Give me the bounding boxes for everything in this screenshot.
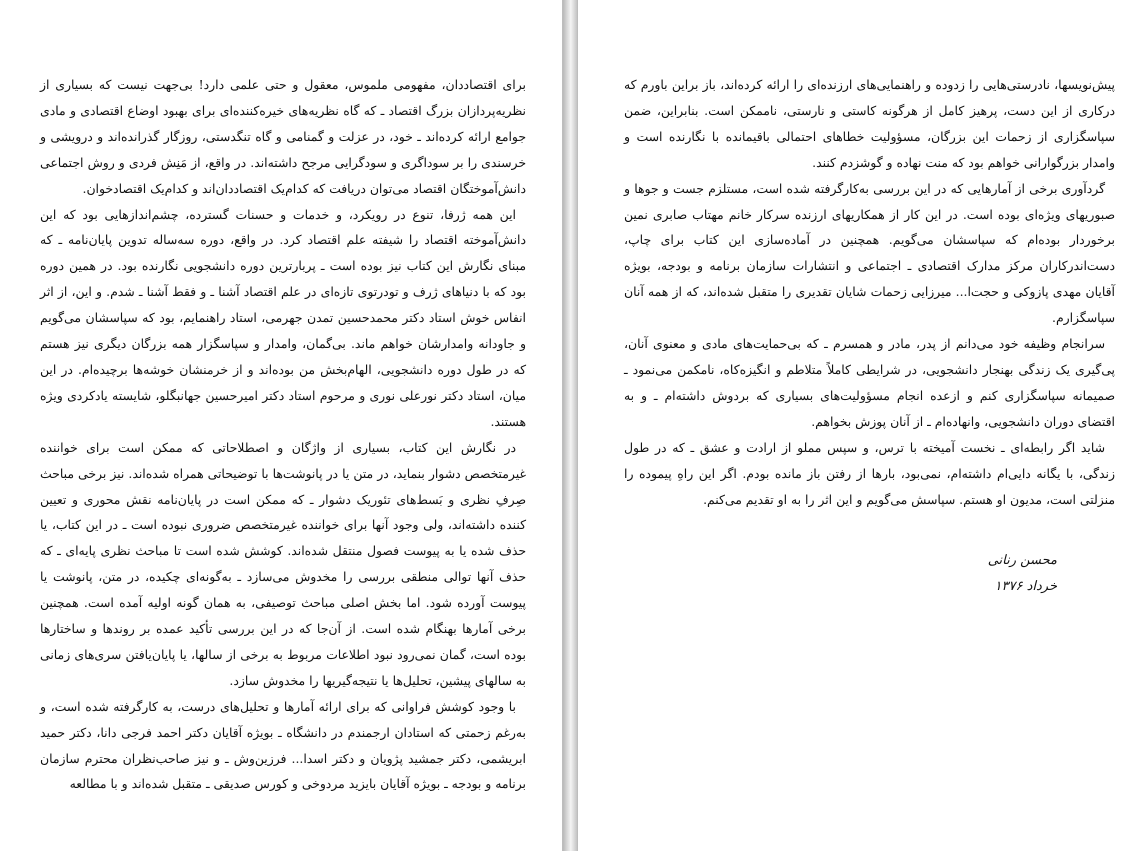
signature-date: خرداد ۱۳۷۶ bbox=[994, 579, 1057, 595]
left-page bbox=[0, 0, 563, 851]
paragraph: شاید اگر رابطه‌ای ـ نخست آمیخته با ترس، و سپس مملو از ارادت و عشق ـ که در طول زندگی، با یگانه دایی‌ام داشته‌ام، نمی‌بود، بارها از رفتن باز مانده بودم. اگر این راهِ پیموده را منزلتی است، مدیون او هستم. سپاسش می‌گویم و این اثر را به او تقدیم می‌کنم. bbox=[624, 439, 1115, 507]
author-name: محسن رنانی bbox=[987, 553, 1057, 569]
paragraph: سرانجام وظیفه خود می‌دانم از پدر، مادر و همسرم ـ که بی‌حمایت‌های مادی و معنوی آنان، پی‌گیری یک زندگی بهنجار دانشجویی، در شرایطی کاملاً متلاطم و انگیزه‌کاه، نامکمن می‌نمود ـ صمیمانه سپاسگزاری کنم و ازعده انجام مسؤولیت‌های بسیاری که بردوش داشته‌ام ـ و به اقتضای دوران دانشجویی، وانهاده‌ام ـ از آنان پوزش بخواهم. bbox=[624, 336, 1115, 429]
signature-block bbox=[624, 548, 1115, 600]
right-page bbox=[577, 0, 1141, 851]
paragraph: با وجود کوشش فراوانی که برای ارائه آمارها و تحلیل‌های درست، به کارگرفته شده است، و به‌رغم زحمتی که استادان ارجمندم در دانشگاه ـ بویژه آقایان دکتر احمد فرجی دانا، دکتر حمید ابریشمی، دکتر جمشید پژویان و دکتر اسدا... فرزین‌وش ـ و نیز صاحب‌نظران محترم سازمان برنامه و بودجه ـ بویژه آقایان بایزید مردوخی و کورس صدیقی ـ متقبل شده‌اند و با مطالعه bbox=[40, 698, 526, 792]
paragraph: گردآوری برخی از آمارهایی که در این بررسی به‌کارگرفته شده است، مستلزم جست و جوها و صبوریهای ویژه‌ای بوده است. در این کار از همکاریهای ارزنده سرکار خانم مهتاب صابری نمین برخوردار بوده‌ام که سپاسشان می‌گویم. همچنین در آماده‌سازی این کتاب برای چاپ، دست‌اندرکاران مرکز مدارک اقتصادی ـ اجتماعی و انتشارات سازمان برنامه و بودجه، بویژه آقایان مهدی پازوکی و حجت‌ا... میرزایی زحمات شایان تقدیری را متقبل شده‌اند، که از همه آنان سپاسگزارم. bbox=[624, 180, 1115, 326]
paragraph: برای اقتصاددان، مفهومی ملموس، معقول و حتی علمی دارد! بی‌جهت نیست که بسیاری از نظریه‌پردازان بزرگ اقتصاد ـ که گاه نظریه‌های خیره‌کننده‌ای برای بهبود اوضاع اقتصادی و مادی جوامع ارائه کرده‌اند ـ خود، در عزلت و گمنامی و گاه تنگدستی، روزگار گذرانده‌اند و درویشی و خرسندی را بر سوداگری و سودگرایی مرجح داشته‌اند. در واقع، از مَنِش فردی و روش اجتماعی دانش‌آموختگان اقتصاد می‌توان دریافت که کدام‌یک اقتصاددان‌اند و کدام‌یک اقتصادخوان. bbox=[40, 77, 526, 196]
book-gutter bbox=[563, 0, 577, 851]
paragraph: این همه ژرفا، تنوع در رویکرد، و خدمات و حسنات گسترده، چشم‌اندازهایی بود که این دانش‌آموخته اقتصاد را شیفته علم اقتصاد کرد. در واقع، دوره سه‌ساله تدوین پایان‌نامه ـ که مبنای نگارش این کتاب نیز بوده است ـ پربارترین دوره دانشجویی نگارنده بود. در همین دوره بود که با دنیاهای ژرف و تودرتوی تازه‌ای در علم اقتصاد آشنا ـ و فقط آشنا ـ شدم. و این، از اثر انفاس خوش استاد دکتر محمدحسین تمدن جهرمی، استاد راهنمایم، بود که سپاسشان می‌گویم و جاودانه وامدارشان خواهم ماند. بی‌گمان، وامدار و سپاسگزار همه بزرگان دیگری نیز هستم که در طول دوره دانشجویی، الهام‌بخش من بوده‌اند و از خرمنشان خوشه‌ها برچیده‌ام. در این میان، استاد دکتر نورعلی نوری و مرحوم استاد دکتر امیرحسین جهانبگلو، شایسته یادکردی ویژه هستند. bbox=[40, 206, 526, 429]
paragraph: در نگارش این کتاب، بسیاری از واژگان و اصطلاحاتی که ممکن است برای خواننده غیرمتخصص دشوار بنماید، در متن یا در پانوشت‌ها با توضیحاتی همراه شده‌اند. نیز برخی مباحث صِرفِ نظری و بَسط‌های تئوریک دشوار ـ که ممکن است در پایان‌نامه نقش محوری و تعیین کننده داشته‌اند، ولی وجود آنها برای خواننده غیرمتخصص ضروری نبوده است ـ در این کتاب، یا حذف شده یا به پیوست فصول منتقل شده‌اند. کوشش شده است تا مباحث نظری پایه‌ای ـ که حذف آنها توالی منطقی بررسی را مخدوش می‌سازد ـ به‌گونه‌ای چکیده، در متن، پانوشت یا پیوست آورده شود. اما بخش اصلی مباحث توصیفی، به همان گونه اولیه آمده است. همچنین برخی آمارها بهنگام شده است. از آن‌جا که در این بررسی تأکید عمده بر روندها و ساختارها بوده است، گمان نمی‌رود نبود اطلاعات مربوط به برخی از سالها، یا پایان‌یافتن سری‌های زمانی به سالهای پیشین، تحلیل‌ها یا نتیجه‌گیریها را مخدوش سازد. bbox=[40, 439, 526, 688]
paragraph: پیش‌نویسها، نادرستی‌هایی را زدوده و راهنمایی‌های ارزنده‌ای را ارائه کرده‌اند، باز براین باورم که درکاری از این دست، پرهیز کامل از هرگونه کاستی و نارستی، ناممکن است. بنابراین، ضمن سپاسگزاری از زحمات این بزرگان، مسؤولیت خطاهای احتمالی باقیمانده با نگارنده است و وامدار بزرگوارانی خواهم بود که منت نهاده و گوشزدم کنند. bbox=[624, 77, 1115, 170]
